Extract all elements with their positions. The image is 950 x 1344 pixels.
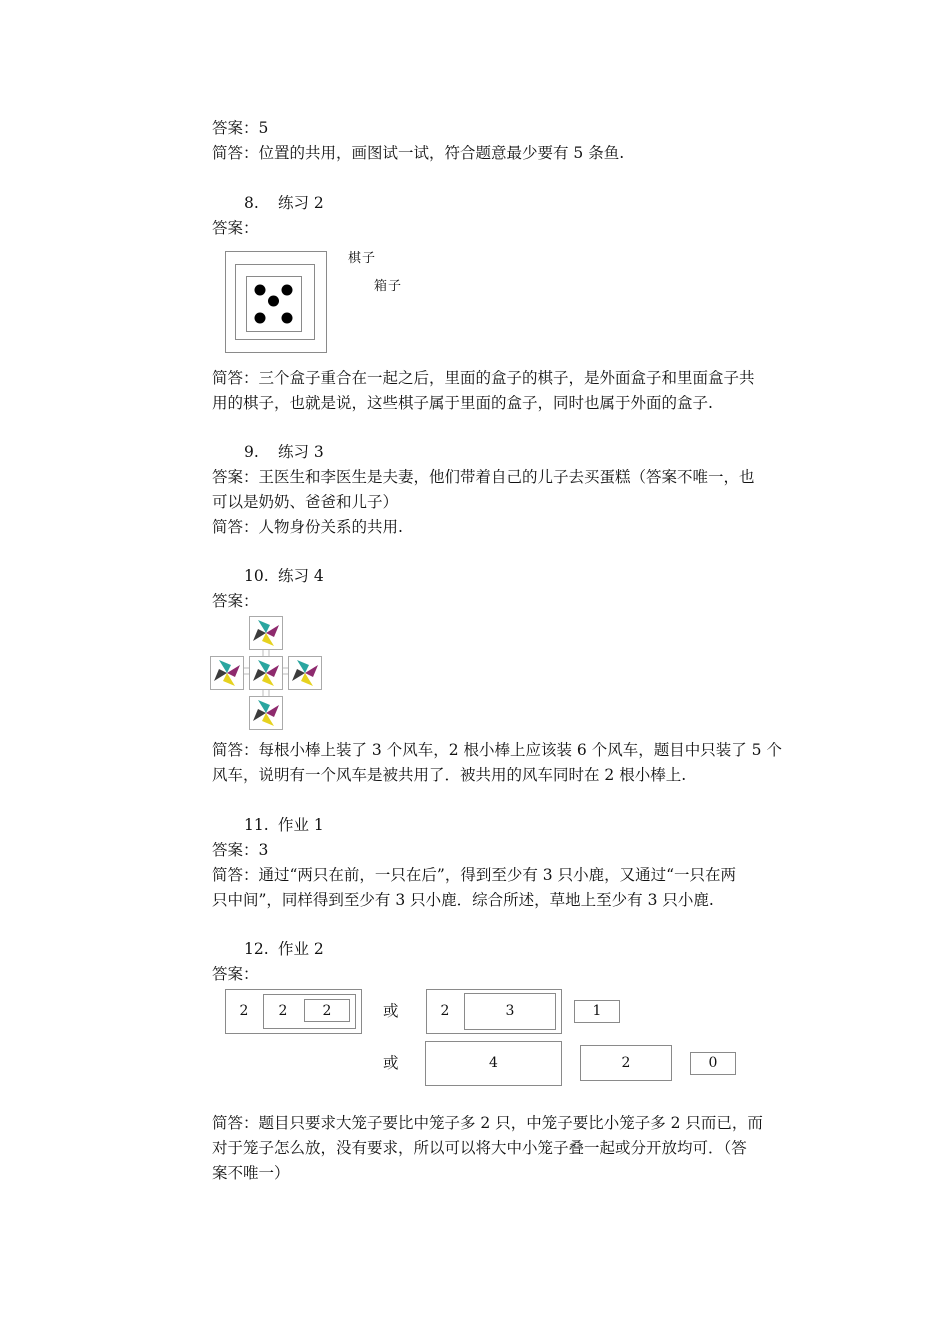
chess-piece bbox=[255, 285, 266, 296]
question-title: 练习 2 bbox=[278, 194, 324, 212]
cage-count: 0 bbox=[708, 1055, 718, 1071]
pinwheel-icon bbox=[288, 656, 322, 690]
question-number: 9. bbox=[244, 443, 259, 461]
cage-count: 2 bbox=[621, 1055, 631, 1071]
answer-line: 答案： bbox=[212, 965, 259, 983]
question-title: 作业 2 bbox=[278, 940, 324, 958]
cage-count: 2 bbox=[322, 1003, 332, 1019]
question-number: 12. bbox=[244, 940, 269, 958]
explanation-line: 简答：三个盒子重合在一起之后，里面的盒子的棋子，是外面盒子和里面盒子共 bbox=[212, 369, 755, 387]
pinwheel-icon bbox=[249, 656, 283, 690]
cage-count: 1 bbox=[592, 1003, 602, 1019]
question-title: 作业 1 bbox=[278, 816, 324, 834]
pinwheel-icon bbox=[249, 696, 283, 730]
answer-line: 可以是奶奶、爸爸和儿子） bbox=[212, 493, 399, 511]
answer-line: 答案：3 bbox=[212, 841, 269, 859]
explanation-line: 简答：每根小棒上装了 3 个风车，2 根小棒上应该装 6 个风车，题目中只装了 5 个 bbox=[212, 741, 782, 759]
explanation-line: 只中间”，同样得到至少有 3 只小鹿．综合所述，草地上至少有 3 只小鹿. bbox=[212, 891, 714, 909]
explanation-line: 对于笼子怎么放，没有要求，所以可以将大中小笼子叠一起或分开放均可．（答 bbox=[212, 1139, 747, 1157]
chess-piece bbox=[255, 313, 266, 324]
or-label: 或 bbox=[383, 1002, 399, 1020]
question-title: 练习 3 bbox=[278, 443, 324, 461]
pinwheel-icon bbox=[210, 656, 244, 690]
explanation-line: 简答：通过“两只在前，一只在后”，得到至少有 3 只小鹿，又通过“一只在两 bbox=[212, 866, 736, 884]
question-number: 8. bbox=[244, 194, 259, 212]
pinwheel-icon bbox=[249, 616, 283, 650]
explanation-line: 简答：位置的共用，画图试一试，符合题意最少要有 5 条鱼. bbox=[212, 144, 625, 162]
cage-count: 2 bbox=[239, 1003, 249, 1019]
label-box: 箱子 bbox=[374, 279, 403, 294]
explanation-line: 用的棋子，也就是说，这些棋子属于里面的盒子，同时也属于外面的盒子. bbox=[212, 394, 713, 412]
explanation-line: 风车，说明有一个风车是被共用了．被共用的风车同时在 2 根小棒上. bbox=[212, 766, 687, 784]
cage-count: 2 bbox=[440, 1003, 450, 1019]
label-chess: 棋子 bbox=[348, 251, 377, 266]
answer-line: 答案： bbox=[212, 219, 259, 237]
question-number: 10. bbox=[244, 567, 269, 585]
cage-count: 2 bbox=[278, 1003, 288, 1019]
answer-line: 答案： bbox=[212, 592, 259, 610]
chess-piece bbox=[282, 285, 293, 296]
answer-line: 答案：5 bbox=[212, 119, 269, 137]
chess-piece bbox=[268, 296, 279, 307]
question-title: 练习 4 bbox=[278, 567, 324, 585]
cage-count: 3 bbox=[505, 1003, 515, 1019]
question-number: 11. bbox=[244, 816, 269, 834]
explanation-line: 简答：题目只要求大笼子要比中笼子多 2 只，中笼子要比小笼子多 2 只而已，而 bbox=[212, 1114, 763, 1132]
answer-line: 答案：王医生和李医生是夫妻，他们带着自己的儿子去买蛋糕（答案不唯一，也 bbox=[212, 468, 755, 486]
explanation-line: 案不唯一） bbox=[212, 1164, 290, 1182]
chess-piece bbox=[282, 313, 293, 324]
explanation-line: 简答：人物身份关系的共用. bbox=[212, 518, 403, 536]
cage-count: 4 bbox=[489, 1055, 498, 1071]
or-label: 或 bbox=[383, 1054, 399, 1072]
chess-pieces bbox=[246, 276, 302, 332]
